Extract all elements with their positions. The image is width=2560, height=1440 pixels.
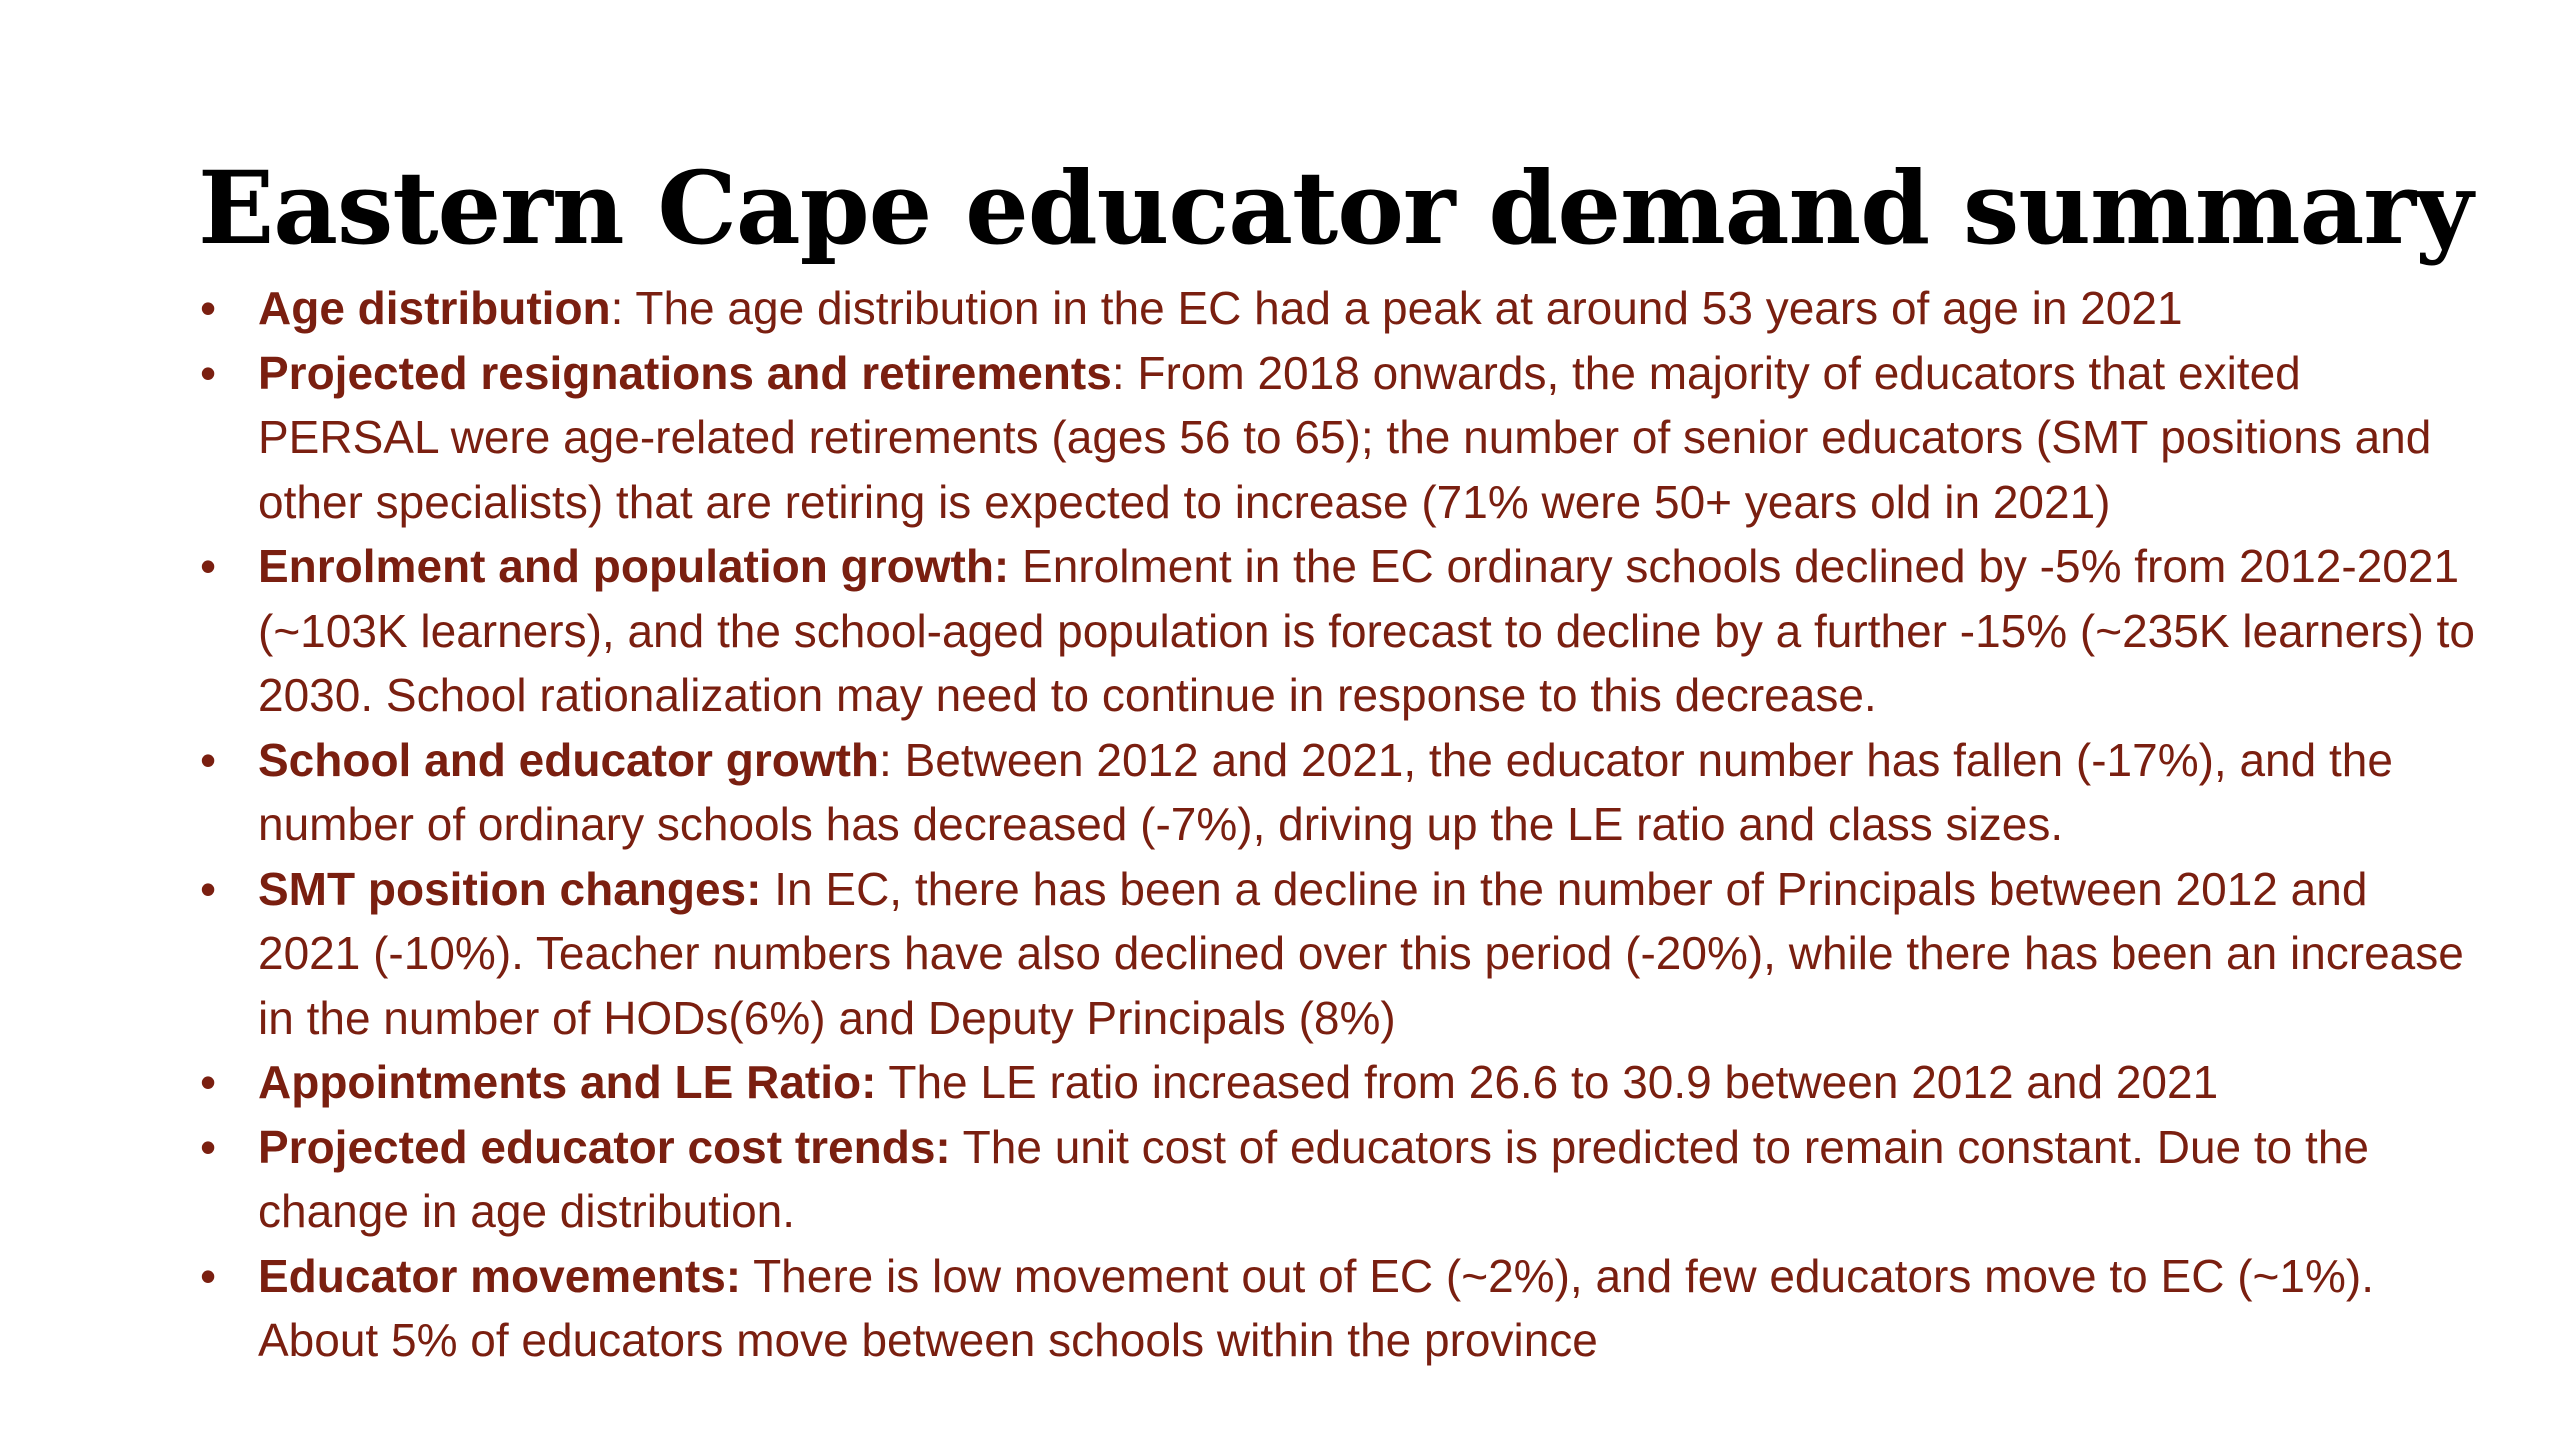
bullet-text: Enrolment in the EC ordinary schools declined by -5% from 2012-2021 (~103K learners), and the school-aged population is forecast to decline by a further -15% (~235K learners) to 2030. School rationalization may need to continue in response to this decrease. [258, 540, 2475, 721]
bullet-icon: • [200, 1056, 217, 1108]
bullet-icon: • [200, 540, 217, 592]
bullet-heading: SMT position changes: [258, 862, 762, 915]
bullet-text: The LE ratio increased from 26.6 to 30.9 between 2012 and 2021 [876, 1056, 2219, 1108]
bullet-heading: Enrolment and population growth: [258, 540, 1010, 592]
bullet-icon: • [200, 733, 217, 786]
bullet-text: : From 2018 onwards, the majority of educators that exited PERSAL were age-related retirements (ages 56 to 65); the number of senior educators (SMT positions and other specialists) that are retiring is expected to increase (71% were 50+ years old in 2021) [258, 346, 2432, 528]
bullet-text: : Between 2012 and 2021, the educator number has fallen (-17%), and the number of ordinary schools has decreased (-7%), driving up the LE ratio and class sizes. [258, 733, 2393, 850]
bullet-icon: • [200, 1120, 217, 1173]
slide-title: Eastern Cape educator demand summary [198, 149, 2473, 267]
bullet-text: : The age distribution in the EC had a peak at around 53 years of age in 2021 [610, 282, 2183, 334]
bullet-item-enrolment-population [200, 534, 2480, 728]
bullet-icon: • [200, 282, 217, 334]
bullet-text: There is low movement out of EC (~2%), and few educators move to EC (~1%). About 5% of educators move between schools within the province [258, 1249, 2374, 1366]
bullet-list [200, 276, 2480, 1373]
bullet-heading: Educator movements: [258, 1249, 742, 1302]
bullet-icon: • [200, 1249, 217, 1302]
bullet-heading: Age distribution [258, 282, 611, 334]
bullet-heading: Projected educator cost trends: [258, 1120, 951, 1173]
bullet-item-resignations-retirements [200, 341, 2480, 535]
bullet-item-educator-cost-trends [200, 1115, 2480, 1244]
bullet-text: In EC, there has been a decline in the number of Principals between 2012 and 2021 (-10%). Teacher numbers have also declined over this period (-20%), while there has been an increase in the number of HODs(6%) and Deputy Principals (8%) [258, 862, 2464, 1044]
bullet-item-school-educator-growth [200, 728, 2480, 857]
bullet-heading: School and educator growth [258, 733, 880, 786]
bullet-item-appointments-le-ratio [200, 1050, 2480, 1115]
bullet-icon: • [200, 862, 217, 915]
bullet-heading: Appointments and LE Ratio: [258, 1056, 877, 1108]
bullet-icon: • [200, 346, 217, 399]
bullet-text: The unit cost of educators is predicted to remain constant. Due to the change in age distribution. [258, 1120, 2369, 1237]
bullet-item-smt-position-changes [200, 857, 2480, 1051]
bullet-heading: Projected resignations and retirements [258, 346, 1112, 399]
bullet-item-educator-movements [200, 1244, 2480, 1373]
bullet-item-age-distribution [200, 276, 2480, 341]
